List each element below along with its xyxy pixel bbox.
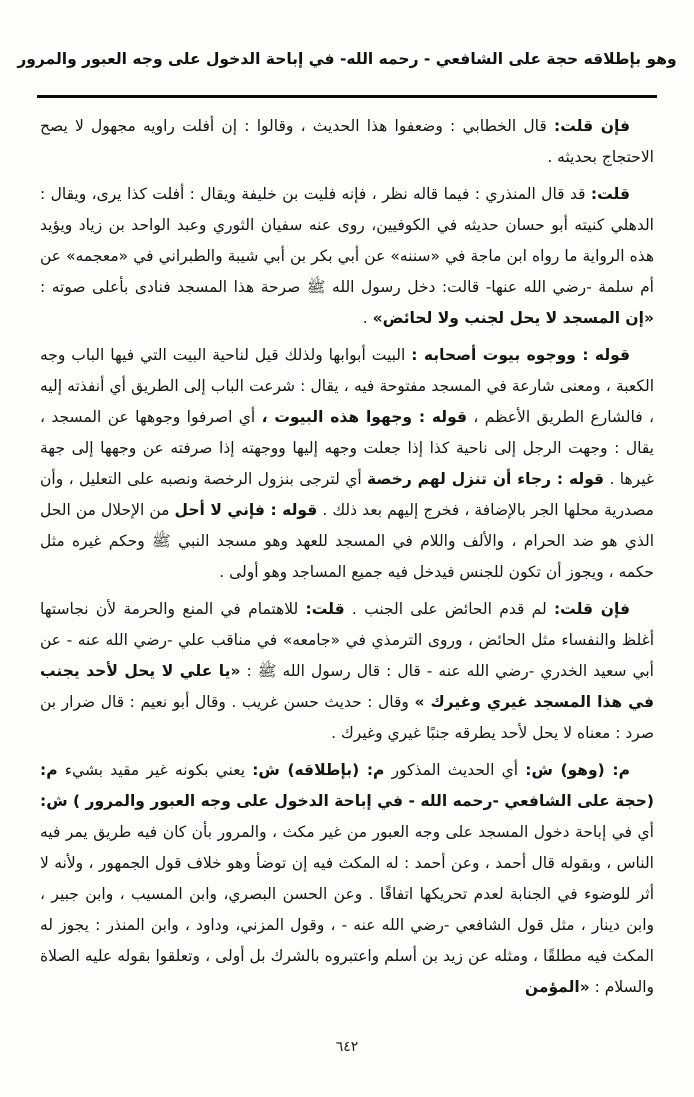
- text-run: للاهتمام في المنع والحرمة لأن نجاستها أغلظ والنفساء مثل الحائض ، وروى الترمذي في «جامعه» في مناقب علي -رضي الله عنه - عن أبي سعيد الخدري -رضي الله عنه - قال : قال رسول الله ﷺ :: [40, 600, 654, 680]
- text-run: .: [362, 309, 373, 327]
- text-run: أي اصرفوا وجوهها عن المسجد ، يقال : وجهت الرجل إلى ناحية كذا إذا جعلت وجهه إليها ووجهته إذا صرفته عن وجهها إلى جهة غيرها .: [40, 408, 654, 488]
- text-run-bold: قوله : ووجوه بيوت أصحابه :: [411, 346, 631, 364]
- running-header: وهو بإطلاقه حجة على الشافعي - رحمه الله- في إباحة الدخول على وجه العبور والمرور: [17, 50, 677, 68]
- text-run-bold: «إن المسجد لا يحل لجنب ولا لحائض»: [372, 309, 654, 327]
- text-run-bold: «المؤمن: [524, 978, 590, 996]
- page-number: ٦٤٢: [335, 1039, 359, 1055]
- text-run: قد قال المنذري : فيما قاله نظر ، فإنه فليت بن خليفة ويقال : أفلت كذا يرى، ويقال : الدهلي كنيته أبو حسان حديثه في الكوفيين، روى عنه سفيان الثوري وعبد الواحد بن زياد ويؤيد هذه الرواية ما رواه ابن ماجة في «سننه» عن أبي بكر بن أبي شيبة والطبراني في «معجمه» عن أم سلمة -رضي الله عنها- قالت: دخل رسول الله ﷺ صرحة هذا المسجد فنادى بأعلى صوته :: [40, 185, 654, 296]
- text-run-bold: قوله : فإني لا أحل: [174, 501, 318, 519]
- text-run: البيت أبوابها ولذلك قيل لناحية البيت التي فيها الباب وجه الكعبة ، ومعنى شارعة في المسجد مفتوحة فيه ، يقال : شرعت الباب إلى الطريق أي أنفذته إليه ، فالشارع الطريق الأعظم ،: [40, 346, 654, 426]
- text-run: أي لترجى بنزول الرخصة ونصبه على التعليل ، وأن مصدرية محلها الجر بالإضافة ، فخرج إليهم بعد ذلك .: [40, 470, 654, 519]
- paragraph: [40, 179, 654, 334]
- text-run: لم قدم الحائض على الجنب .: [344, 600, 554, 618]
- text-run: أي في إباحة دخول المسجد على وجه العبور من غير مكث ، والمرور بأن كان فيه طريق يمر فيه الناس ، وبقوله قال أحمد ، وعن أحمد : له المكث فيه إن توضأ وهو خلاف قول الجمهور ، ولأنه لا أثر للوضوء في الجنابة لعدم تحريكها اتفاقًا . وعن الحسن البصري، وابن المسيب ، وابن جبير ، وابن دينار ، مثل قول الشافعي -رضي الله عنه - ، وقول المزني، وداود ، وابن المنذر : يجوز له المكث فيه مطلقًا ، ومثله عن زيد بن أسلم واعتبروه بالشرك بل أولى ، وتعلقوا بقوله عليه الصلاة والسلام :: [40, 823, 654, 996]
- paragraph: [40, 594, 654, 749]
- text-run-bold: قوله : رجاء أن تنزل لهم رخصة: [367, 470, 605, 488]
- paragraph: [40, 340, 654, 588]
- text-run-bold: قلت:: [305, 600, 345, 618]
- paragraph: [40, 111, 654, 173]
- text-run: قال الخطابي : وضعفوا هذا الحديث ، وقالوا : إن أفلت راويه مجهول لا يصح الاحتجاج بحديثه .: [40, 117, 654, 166]
- text-run-bold: فإن قلت:: [553, 600, 630, 618]
- text-run-bold: م: (بإطلاقه) ش:: [252, 761, 385, 779]
- text-run: يعني بكونه غير مقيد بشيء: [57, 761, 253, 779]
- text-run-bold: م: (حجة على الشافعي -رحمه الله - في إباحة الدخول على وجه العبور والمرور ) ش:: [40, 761, 654, 810]
- text-run: من الإحلال من الحل الذي هو ضد الحرام ، والألف واللام في المسجد للعهد وهو مسجد النبي ﷺ وحكم غيره مثل حكمه ، ويجوز أن تكون للجنس فيدخل فيه جميع المساجد وهو أولى .: [40, 501, 654, 581]
- text-run-bold: قلت:: [590, 185, 630, 203]
- body-text: [40, 111, 654, 1003]
- text-run-bold: «يا علي لا يحل لأحد يجنب في هذا المسجد غيري وغيرك »: [40, 662, 655, 711]
- text-run-bold: فإن قلت:: [554, 117, 630, 135]
- paragraph: [40, 755, 654, 1003]
- header-divider: [37, 95, 657, 98]
- text-run: أي الحديث المذكور: [384, 761, 526, 779]
- text-run-bold: م: (وهو) ش:: [525, 761, 630, 779]
- text-run: وقال : حديث حسن غريب . وقال أبو نعيم : قال ضرار بن صرد : معناه لا يحل لأحد يطرقه جنبًا غيري وغيرك .: [40, 693, 654, 742]
- text-run-bold: قوله : وجهوا هذه البيوت ،: [261, 408, 467, 426]
